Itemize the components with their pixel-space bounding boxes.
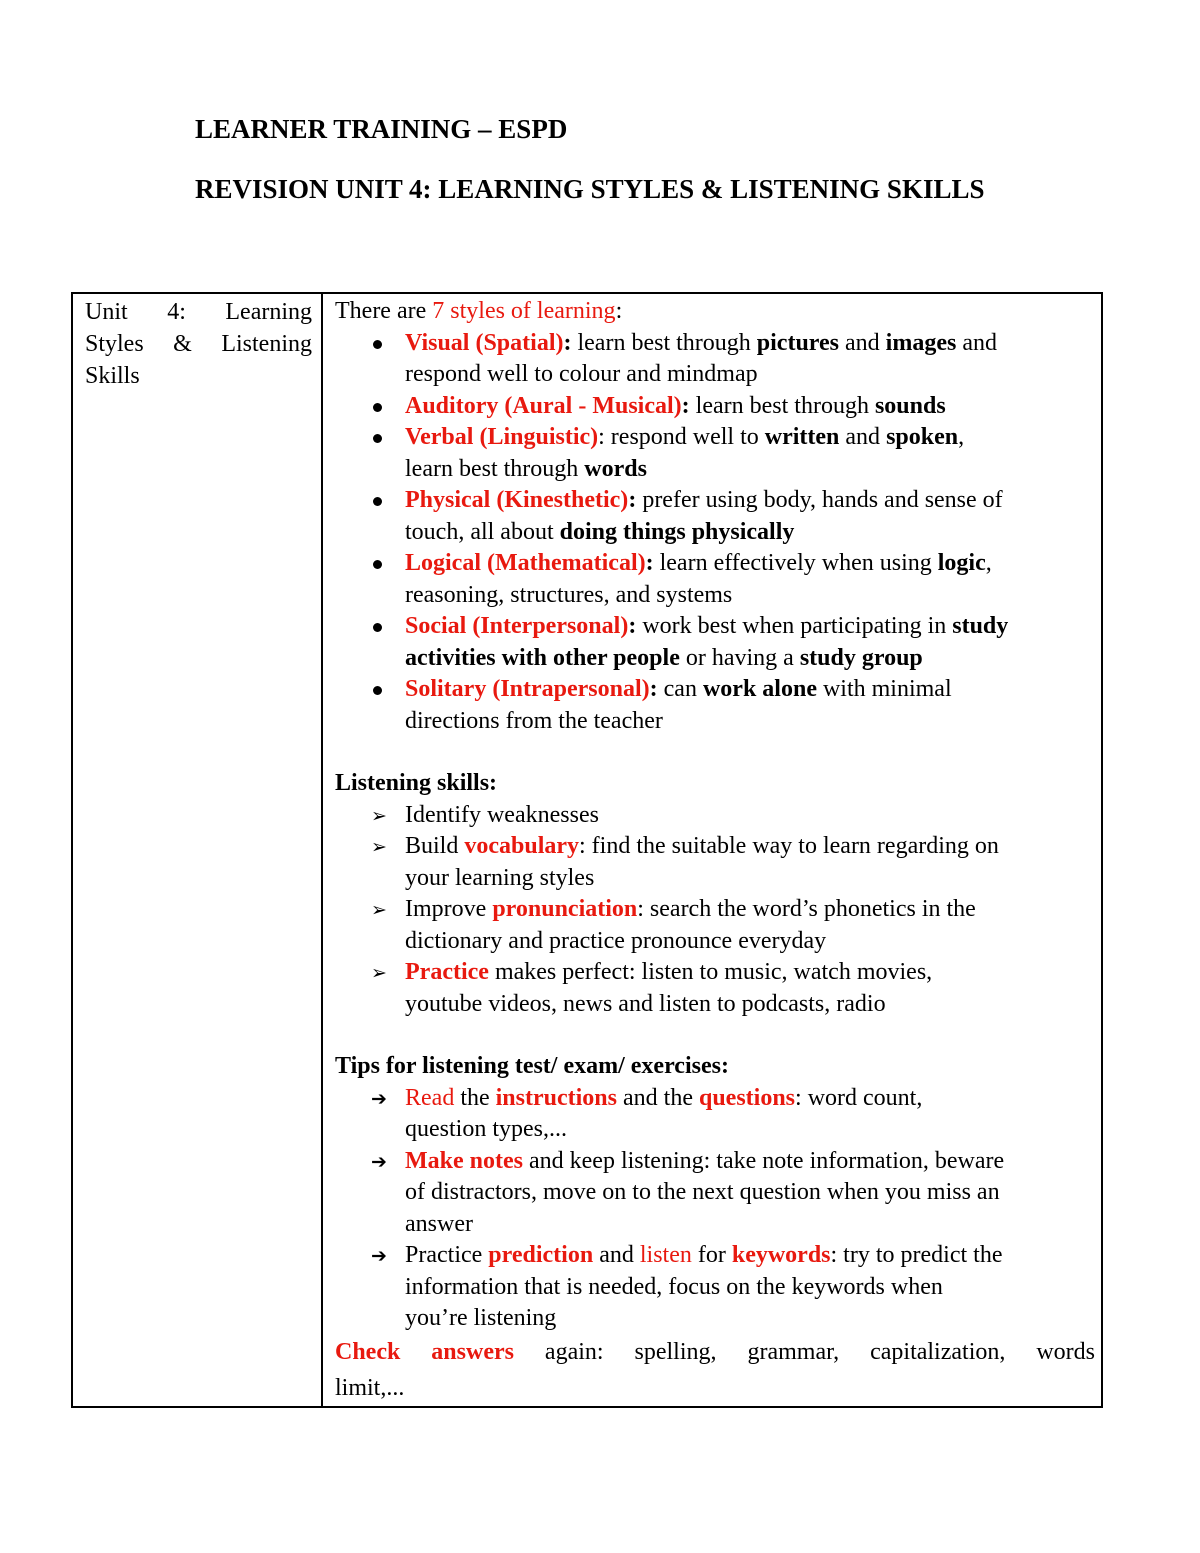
content-cell	[335, 296, 1095, 1405]
keyword: prediction	[488, 1242, 594, 1268]
keyword: keywords	[731, 1242, 831, 1268]
keyword: pictures	[756, 329, 839, 356]
style-name: Auditory (Aural - Musical)	[405, 392, 682, 419]
keyword: Read	[405, 1084, 455, 1111]
style-name: Verbal (Linguistic)	[405, 424, 599, 450]
style-name: Visual (Spatial)	[405, 329, 564, 356]
unit-line: Styles & Listening	[85, 331, 312, 357]
style-name: Social (Interpersonal)	[405, 613, 629, 639]
keyword: images	[885, 329, 957, 356]
keyword: sounds	[874, 392, 946, 419]
style-name: Solitary (Intrapersonal)	[405, 676, 650, 702]
keyword: listen	[639, 1242, 692, 1268]
list-item: Solitary (Intrapersonal): can work alone with minimal directions from the teacher	[335, 674, 1095, 737]
unit-cell	[85, 296, 312, 392]
keyword: words	[584, 455, 647, 482]
arrowhead-bullet-icon: ➢	[371, 899, 387, 921]
style-colon: :	[563, 329, 572, 356]
tips-heading: Tips for listening test/ exam/ exercises:	[335, 1053, 729, 1079]
keyword: Make notes	[405, 1147, 523, 1174]
right-arrow-icon: ➔	[371, 1150, 387, 1173]
keyword: spoken	[886, 424, 959, 450]
list-item	[335, 800, 1095, 832]
bullet-icon	[373, 623, 382, 632]
learning-styles-list	[335, 328, 1095, 738]
list-item: Social (Interpersonal): work best when participating in study activities with other people or having a study group	[335, 611, 1095, 674]
check-word: spelling,	[634, 1338, 717, 1365]
keyword: Practice	[405, 959, 489, 985]
listening-skills-heading: Listening skills:	[335, 770, 498, 796]
document-title: LEARNER TRAINING – ESPD	[195, 114, 568, 144]
arrowhead-bullet-icon: ➢	[371, 836, 387, 858]
list-item: Verbal (Linguistic): respond well to written and spoken, learn best through words	[335, 422, 1095, 485]
check-word: words	[1036, 1338, 1095, 1365]
list-item: ➢ Practice makes perfect: listen to music, watch movies, youtube videos, news and listen to podcasts, radio	[371, 959, 933, 1017]
item-text: Practice	[405, 1242, 489, 1268]
check-word: capitalization,	[870, 1338, 1006, 1365]
keyword: vocabulary	[464, 833, 580, 859]
document-subtitle: REVISION UNIT 4: LEARNING STYLES & LISTENING SKILLS	[195, 174, 985, 204]
bullet-icon	[373, 403, 382, 412]
check-word: again:	[544, 1338, 604, 1365]
list-item: Visual (Spatial): learn best through pictures and images and respond well to colour and mindmap	[335, 328, 1095, 391]
intro-suffix: :	[615, 298, 623, 324]
check-answers-label: Check	[335, 1338, 401, 1365]
keyword: study group	[799, 644, 923, 671]
keyword: questions	[698, 1084, 796, 1111]
list-item: Physical (Kinesthetic): prefer using body, hands and sense of touch, all about doing things physically	[335, 485, 1095, 548]
arrowhead-bullet-icon: ➢	[371, 962, 387, 984]
list-item: Auditory (Aural - Musical): learn best through sounds	[335, 391, 1095, 423]
intro-line	[335, 296, 1095, 328]
list-item: Logical (Mathematical): learn effectively when using logic, reasoning, structures, and systems	[335, 548, 1095, 611]
bullet-icon	[373, 686, 382, 695]
intro-prefix: There are	[335, 298, 433, 324]
list-item: ➢ Build vocabulary: find the suitable way to learn regarding on your learning styles	[371, 833, 999, 891]
keyword: work alone	[702, 676, 817, 702]
bullet-icon	[373, 434, 382, 443]
check-answers-line	[335, 1337, 1095, 1369]
bullet-icon	[373, 560, 382, 569]
arrowhead-bullet-icon: ➢	[371, 804, 387, 827]
keyword: logic	[937, 550, 986, 576]
unit-line: Skills	[85, 363, 140, 389]
list-item: ➔ Practice prediction and listen for keywords: try to predict the information that is needed, focus on the keywords when you’re listening	[371, 1242, 1003, 1331]
right-arrow-icon: ➔	[371, 1245, 387, 1267]
keyword: written	[764, 424, 840, 450]
listening-skills-list	[335, 800, 1095, 1021]
keyword: instructions	[495, 1084, 617, 1111]
intro-highlight: 7 styles of learning	[432, 298, 616, 324]
item-text: Identify weaknesses	[405, 801, 599, 828]
list-item: ➔ Make notes and keep listening: take note information, beware of distractors, move on to the next question when you miss an answer	[371, 1147, 1005, 1237]
keyword: doing things physically	[559, 518, 795, 545]
bullet-icon	[373, 340, 382, 349]
right-arrow-icon: ➔	[371, 1087, 387, 1110]
keyword: pronunciation	[492, 896, 638, 922]
check-answers-label-2: answers	[431, 1338, 514, 1365]
unit-line: Unit 4: Learning	[85, 299, 312, 325]
check-word: grammar,	[747, 1338, 840, 1365]
list-item: ➔ Read the instructions and the questions: word count, question types,...	[371, 1084, 923, 1142]
style-name: Logical (Mathematical)	[405, 550, 646, 576]
style-name: Physical (Kinesthetic)	[405, 487, 629, 513]
tips-list	[335, 1083, 1095, 1335]
bullet-icon	[373, 497, 382, 506]
column-divider	[321, 294, 323, 1406]
revision-table	[71, 292, 1103, 1408]
check-answers-last: limit,...	[335, 1375, 405, 1401]
list-item: ➢ Improve pronunciation: search the word’s phonetics in the dictionary and practice pronounce everyday	[371, 896, 976, 954]
